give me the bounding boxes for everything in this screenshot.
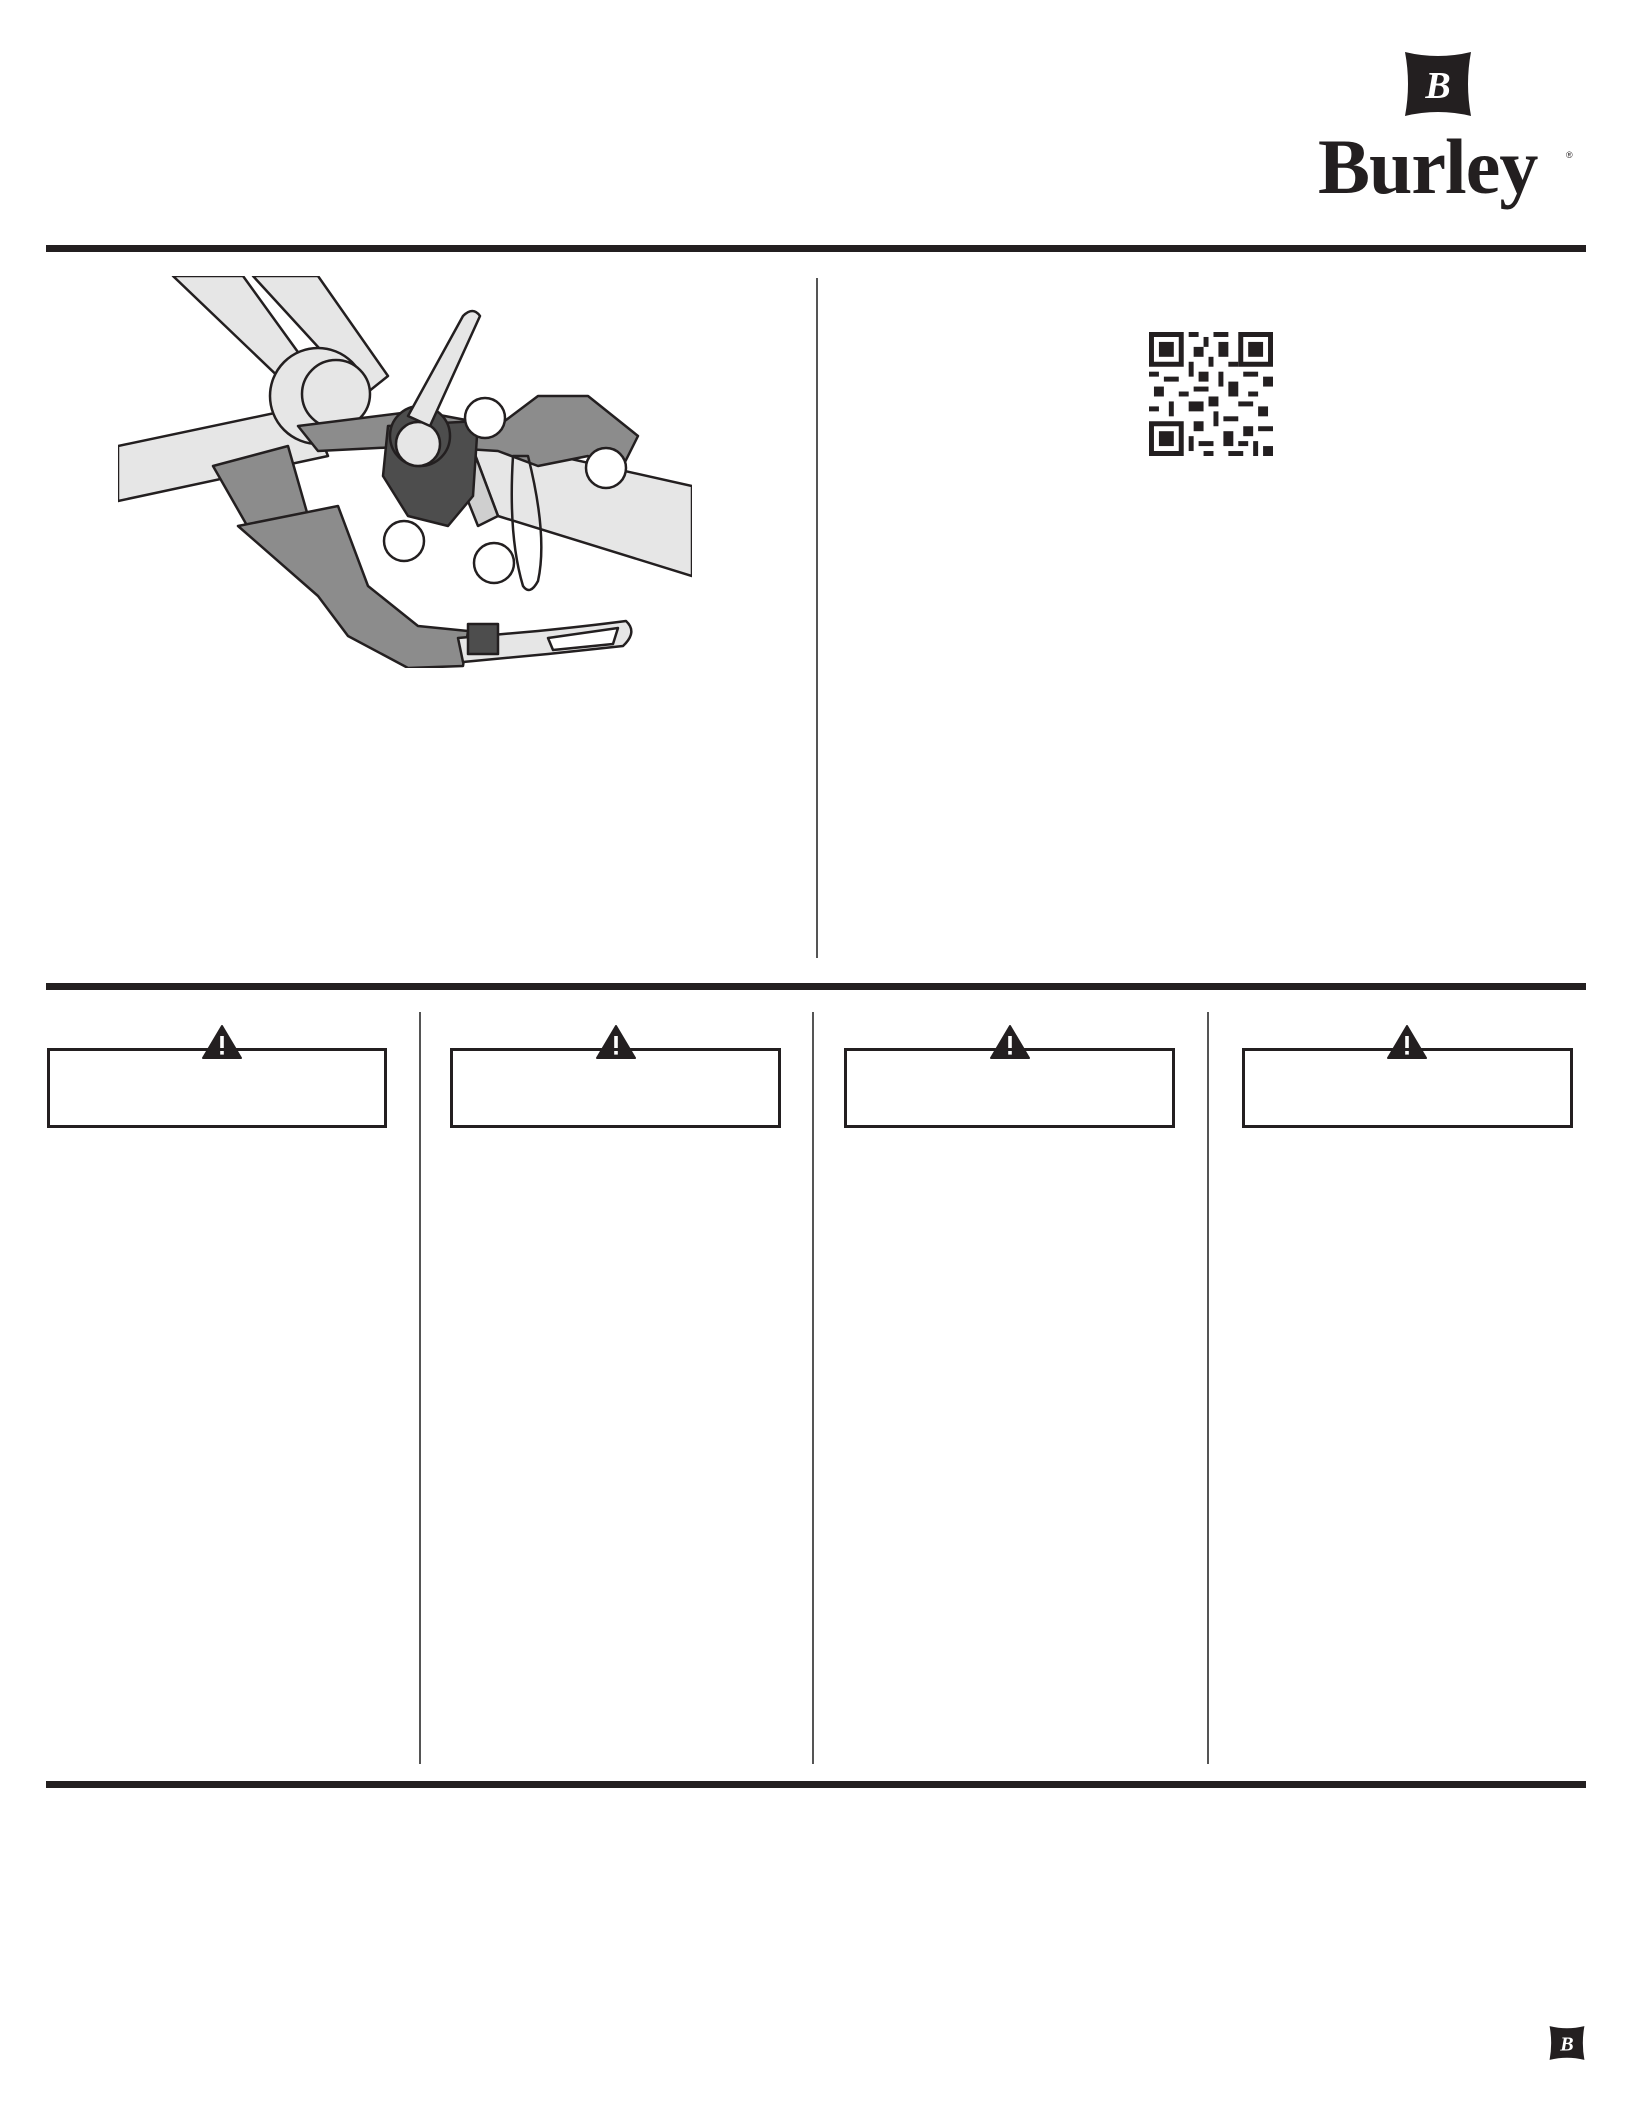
warning-box-4 [1242,1048,1573,1128]
callout-2 [586,448,626,488]
column-divider-3 [1207,1012,1209,1764]
top-rule [46,245,1586,252]
registered-mark: ® [1566,150,1573,160]
hitch-strap-illustration [118,276,692,668]
badge-letter: B [1425,65,1451,107]
bottom-rule [46,1781,1586,1788]
column-divider-2 [812,1012,814,1764]
footer-badge-logo [1547,2024,1587,2062]
footer-badge-letter: B [1560,2033,1574,2056]
section-divider-vertical [816,278,818,958]
callout-3 [384,521,424,561]
warning-box-3 [844,1048,1175,1128]
warning-box-2 [450,1048,781,1128]
burley-badge-logo [1401,48,1475,120]
column-divider-1 [419,1012,421,1764]
brand-wordmark: Burley [1318,123,1538,210]
middle-rule [46,983,1586,990]
warning-box-1 [47,1048,387,1128]
callout-4 [474,543,514,583]
callout-1 [465,398,505,438]
qr-code[interactable] [1149,332,1273,456]
